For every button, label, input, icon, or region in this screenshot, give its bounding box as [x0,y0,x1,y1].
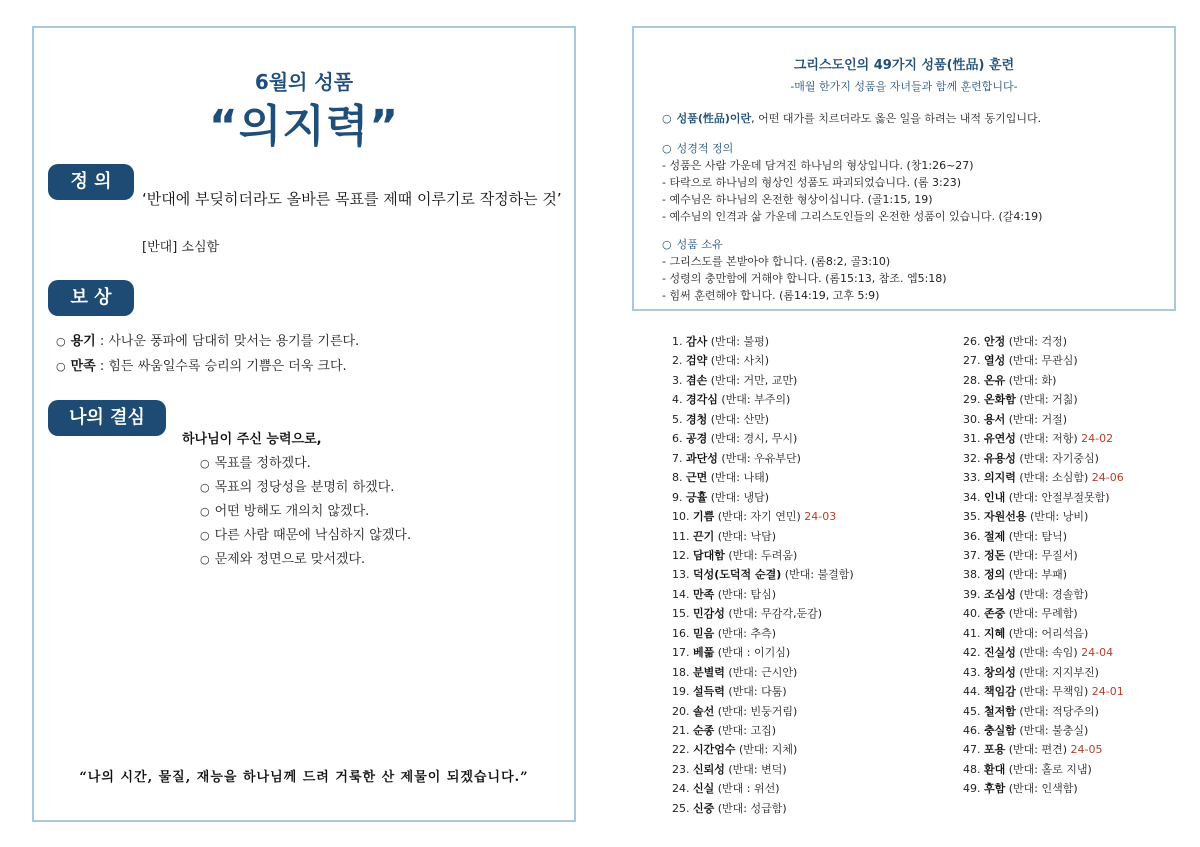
virtue-list-item [672,586,776,602]
virtue-list-item [672,780,780,796]
virtue-name: 조심성 [984,587,1016,601]
virtue-number: 41. [963,626,984,640]
virtue-number: 19. [672,685,693,699]
virtue-opposite: (반대: 부주의) [717,393,791,407]
virtue-list-item [672,800,787,816]
virtue-list-item [963,761,1092,777]
virtue-name: 정의 [984,568,1006,582]
virtue-opposite: (반대: 인색함) [1005,782,1078,796]
resolve-item: ○ 다른 사람 때문에 낙심하지 않겠다. [200,528,412,543]
virtue-list-item [963,703,1099,719]
virtue-title: “의지력” [208,101,400,152]
virtue-name: 진실성 [984,646,1016,660]
virtue-name: 민감성 [693,607,725,621]
virtue-number: 5. [672,412,686,426]
virtue-name: 기쁨 [693,510,715,524]
virtue-opposite: (반대: 무책임) [1015,685,1089,699]
virtue-opposite: (반대: 속임) [1015,646,1078,660]
virtue-name: 온화함 [984,393,1016,407]
virtue-list-item [963,605,1078,621]
virtue-number: 35. [963,510,984,524]
virtue-list-item [672,508,836,524]
virtue-opposite: (반대: 탐심) [714,587,777,601]
virtue-list-item [672,566,854,582]
virtue-opposite: (반대: 지체) [735,743,798,757]
virtue-opposite: (반대: 경시, 무시) [707,432,798,446]
virtue-number: 43. [963,665,984,679]
virtue-name: 만족 [693,587,715,601]
virtue-list-item [672,411,769,427]
virtue-list-item [672,352,769,368]
virtue-opposite: (반대: 홀로 지냄) [1005,762,1092,776]
virtue-list-item [963,644,1113,660]
virtue-opposite: (반대: 거칢) [1015,393,1078,407]
virtue-list-item [672,722,776,738]
bullet-icon: ○ [200,553,210,566]
virtue-number: 1. [672,335,686,348]
section-line: - 성령의 충만함에 거해야 합니다. (롬15:13, 참조. 엡5:18) [662,272,947,285]
virtue-opposite: (반대: 거만, 교만) [707,373,798,387]
virtue-name: 베풂 [693,646,715,660]
virtue-name: 신뢰성 [693,762,725,776]
virtue-list-item [963,547,1078,563]
bullet-icon: ○ [200,505,210,518]
virtue-number: 48. [963,762,984,776]
motto: “나의 시간, 물질, 재능을 하나님께 드려 거룩한 산 제물이 되겠습니다.” [79,770,529,785]
virtue-number: 10. [672,510,693,524]
virtue-name: 의지력 [984,471,1016,485]
virtue-opposite: (반대: 편견) [1005,743,1068,757]
resolve-heading: 하나님이 주신 능력으로, [182,432,322,447]
virtue-opposite: (반대: 불결함) [781,568,854,582]
virtue-list-item [672,489,769,505]
virtue-name: 믿음 [693,626,715,640]
virtue-number: 15. [672,607,693,621]
virtue-name: 경청 [686,412,708,426]
virtue-list-item [963,352,1078,368]
virtue-opposite: (반대: 부패) [1005,568,1068,582]
virtue-number: 12. [672,548,693,562]
virtue-name: 용서 [984,412,1006,426]
reward-item [56,330,359,349]
virtue-name: 존중 [984,607,1006,621]
virtue-list-item [672,333,769,349]
virtue-number: 33. [963,471,984,485]
virtue-name: 분별력 [693,665,725,679]
virtue-number: 46. [963,724,984,737]
virtue-name: 순종 [693,724,715,737]
virtue-number: 30. [963,412,984,426]
virtue-list-item [963,372,1056,388]
virtue-opposite: (반대: 근시안) [724,665,798,679]
virtue-name: 온유 [984,373,1006,387]
virtue-number: 24. [672,782,693,796]
bullet-icon: ○ [200,481,210,494]
resolve-item: ○ 목표의 정당성을 분명히 하겠다. [200,480,395,495]
virtue-number: 14. [672,587,693,601]
virtue-list-item [963,566,1067,582]
virtue-opposite: (반대: 산만) [707,412,770,426]
resolve-item: ○ 문제와 정면으로 맞서겠다. [200,552,366,567]
virtue-number: 6. [672,432,686,446]
virtue-number: 20. [672,704,693,718]
virtue-opposite: (반대: 저항) [1015,432,1078,446]
virtue-opposite: (반대: 자기중심) [1015,451,1099,465]
virtue-list-item [963,625,1088,641]
virtue-name: 겸손 [686,373,708,387]
virtue-number: 34. [963,490,984,504]
virtue-name: 끈기 [693,529,715,543]
virtue-intro-panel [632,26,1176,311]
virtue-number: 26. [963,335,984,348]
virtue-number: 23. [672,762,693,776]
virtue-name: 시간엄수 [693,743,736,757]
virtue-opposite: (반대 : 위선) [714,782,780,796]
virtue-opposite: (반대: 냉담) [707,490,770,504]
opposite-text: [반대] 소심함 [142,240,220,255]
virtue-opposite: (반대: 자기 연민) [714,510,801,524]
virtue-list-item [672,664,797,680]
virtue-opposite: (반대: 적당주의) [1015,704,1099,718]
virtue-name: 덕성(도덕적 순결) [693,568,782,582]
virtue-name: 담대함 [693,548,725,562]
virtue-list-item [672,372,797,388]
virtue-opposite: (반대: 낙담) [714,529,777,543]
resolve-item: ○ 목표를 정하겠다. [200,456,311,471]
section-line: - 힘써 훈련해야 합니다. (롬14:19, 고후 5:9) [662,289,880,302]
virtue-list-item [963,430,1113,446]
section-line: - 타락으로 하나님의 형상인 성품도 파괴되었습니다. (롬 3:23) [662,176,961,189]
virtue-opposite: (반대: 화) [1005,373,1057,387]
virtue-list-item [963,586,1088,602]
virtue-opposite: (반대: 무관심) [1005,354,1078,368]
reward-desc: : 힘든 싸움일수록 승리의 기쁨은 더욱 크다. [95,359,347,374]
virtue-number: 32. [963,451,984,465]
virtue-number: 36. [963,529,984,543]
intro-term: 성품(性品)이란 [676,112,752,125]
virtue-number: 25. [672,801,693,815]
virtue-number: 49. [963,782,984,796]
virtue-number: 8. [672,471,686,485]
virtue-name: 긍휼 [686,490,708,504]
bullet-icon: ○ [662,142,672,155]
virtue-name: 지혜 [984,626,1006,640]
virtue-month-mark: 24-05 [1067,743,1103,757]
virtue-name: 경각심 [686,393,718,407]
virtue-number: 45. [963,704,984,718]
virtue-number: 11. [672,529,693,543]
virtue-month-mark: 24-04 [1077,646,1114,660]
virtue-list-item [963,489,1110,505]
virtue-list-item [672,625,776,641]
virtue-number: 4. [672,393,686,407]
reward-tag: 보 상 [48,280,134,316]
virtue-number: 2. [672,354,686,368]
virtue-name: 과단성 [686,451,718,465]
virtue-number: 39. [963,587,984,601]
virtue-opposite: (반대: 경솔함) [1015,587,1089,601]
virtue-list-item [672,741,797,757]
section-line: - 예수님의 인격과 삶 가운데 그리스도인들의 온전한 성품이 있습니다. (갈4:19) [662,210,1043,223]
section-line: - 성품은 사람 가운데 담겨진 하나님의 형상입니다. (창1:26~27) [662,159,974,172]
virtue-list-item [963,469,1124,485]
virtue-opposite: (반대: 추측) [714,626,777,640]
virtue-opposite: (반대: 나태) [707,471,770,485]
virtue-number: 18. [672,665,693,679]
virtue-name: 유연성 [984,432,1016,446]
virtue-list-item [672,644,790,660]
virtue-opposite: (반대: 변덕) [724,762,787,776]
resolve-tag: 나의 결심 [48,400,166,436]
virtue-opposite: (반대: 무례함) [1005,607,1078,621]
virtue-list-item [963,450,1099,466]
virtue-number: 42. [963,646,984,660]
virtue-number: 40. [963,607,984,621]
virtue-name: 안정 [984,335,1006,348]
virtue-name: 솔선 [693,704,715,718]
virtue-list-item [963,391,1078,407]
virtue-opposite: (반대: 불평) [707,335,770,348]
virtue-name: 열성 [984,354,1006,368]
virtue-opposite: (반대 : 이기심) [714,646,791,660]
virtue-opposite: (반대: 성급함) [714,801,787,815]
virtue-list-item [672,547,797,563]
virtue-number: 27. [963,354,984,368]
virtue-opposite: (반대: 어리석음) [1005,626,1089,640]
virtue-list-item [963,333,1067,349]
bullet-icon: ○ [662,238,672,251]
virtue-name: 감사 [686,335,708,348]
virtue-name: 창의성 [984,665,1016,679]
virtue-name: 근면 [686,471,708,485]
virtue-number: 47. [963,743,984,757]
virtue-list-item [963,411,1067,427]
virtue-opposite: (반대: 사치) [707,354,770,368]
intro-subtitle: -매월 한가지 성품을 자녀들과 함께 훈련합니다- [790,80,1018,93]
reward-desc: : 사나운 풍파에 담대히 맞서는 용기를 기른다. [95,334,360,349]
virtue-name: 정돈 [984,548,1006,562]
virtue-name: 자원선용 [984,510,1027,524]
virtue-number: 3. [672,373,686,387]
virtue-name: 공경 [686,432,708,446]
virtue-opposite: (반대: 우유부단) [717,451,801,465]
virtue-list-item [963,508,1088,524]
virtue-number: 17. [672,646,693,660]
virtue-name: 후함 [984,782,1006,796]
virtue-number: 13. [672,568,693,582]
resolve-item: ○ 어떤 방해도 개의치 않겠다. [200,504,370,519]
bullet-icon: ○ [200,529,210,542]
bullet-icon: ○ [56,335,66,348]
virtue-list-item [963,683,1124,699]
virtue-name: 설득력 [693,685,725,699]
virtue-opposite: (반대: 빈둥거림) [714,704,798,718]
virtue-number: 38. [963,568,984,582]
reward-item [56,355,347,374]
virtue-name: 환대 [984,762,1006,776]
virtue-list-item [672,605,822,621]
virtue-list-item [672,761,787,777]
virtue-name: 검약 [686,354,708,368]
virtue-opposite: (반대: 소심함) [1015,471,1089,485]
intro-title: 그리스도인의 49가지 성품(性品) 훈련 [793,58,1015,73]
virtue-opposite: (반대: 안절부절못함) [1005,490,1110,504]
virtue-opposite: (반대: 불충실) [1015,724,1089,737]
virtue-number: 29. [963,393,984,407]
virtue-month-mark: 24-01 [1088,685,1124,699]
virtue-list-item [672,528,776,544]
section-line: - 예수님은 하나님의 온전한 형상이십니다. (골1:15, 19) [662,193,933,206]
intro-rest: , 어떤 대가를 치르더라도 옳은 일을 하려는 내적 동기입니다. [751,112,1042,125]
section-heading: ○ 성품 소유 [662,238,723,251]
virtue-name: 신실 [693,782,715,796]
virtue-name: 포용 [984,743,1006,757]
virtue-name: 절제 [984,529,1006,543]
virtue-list-item [672,430,797,446]
reward-term: 용기 [70,334,96,349]
intro-definition [662,110,1041,126]
virtue-list-item [672,469,769,485]
monthly-virtue-panel [32,26,576,822]
virtue-opposite: (반대: 걱정) [1005,335,1068,348]
bullet-icon: ○ [662,112,672,125]
virtue-list-item [963,528,1067,544]
virtue-list-item [672,683,787,699]
virtue-number: 37. [963,548,984,562]
definition-text: ‘반대에 부딪히더라도 올바른 목표를 제때 이루기로 작정하는 것’ [142,190,562,208]
virtue-list-item [672,391,790,407]
virtue-number: 44. [963,685,984,699]
virtue-name: 인내 [984,490,1006,504]
virtue-opposite: (반대: 두려움) [724,548,798,562]
virtue-number: 31. [963,432,984,446]
virtue-month-mark: 24-02 [1077,432,1114,446]
virtue-opposite: (반대: 탐닉) [1005,529,1068,543]
virtue-opposite: (반대: 지지부진) [1015,665,1099,679]
virtue-number: 16. [672,626,693,640]
virtue-number: 28. [963,373,984,387]
virtue-name: 철저함 [984,704,1016,718]
virtue-name: 충실함 [984,724,1016,737]
virtue-opposite: (반대: 무질서) [1005,548,1078,562]
virtue-number: 22. [672,743,693,757]
month-title: 6월의 성품 [254,70,354,94]
section-line: - 그리스도를 본받아야 합니다. (롬8:2, 골3:10) [662,255,891,268]
virtue-name: 유용성 [984,451,1016,465]
definition-tag: 정 의 [48,164,134,200]
virtue-name: 책임감 [984,685,1016,699]
virtue-month-mark: 24-03 [800,510,837,524]
virtue-number: 9. [672,490,686,504]
reward-term: 만족 [70,359,96,374]
section-heading: ○ 성경적 정의 [662,142,734,155]
virtue-name: 신중 [693,801,715,815]
virtue-list-item [672,450,801,466]
virtue-opposite: (반대: 무감각,둔감) [724,607,823,621]
bullet-icon: ○ [56,360,66,373]
virtue-list-item [672,703,797,719]
virtue-number: 21. [672,724,693,737]
virtue-list-item [963,664,1099,680]
virtue-opposite: (반대: 고집) [714,724,777,737]
virtue-month-mark: 24-06 [1088,471,1124,485]
virtue-opposite: (반대: 거절) [1005,412,1068,426]
virtue-opposite: (반대: 낭비) [1026,510,1089,524]
virtue-list-item [963,722,1088,738]
virtue-list-item [963,780,1078,796]
virtue-opposite: (반대: 다툼) [724,685,787,699]
virtue-list-item [963,741,1103,757]
virtue-number: 7. [672,451,686,465]
bullet-icon: ○ [200,457,210,470]
